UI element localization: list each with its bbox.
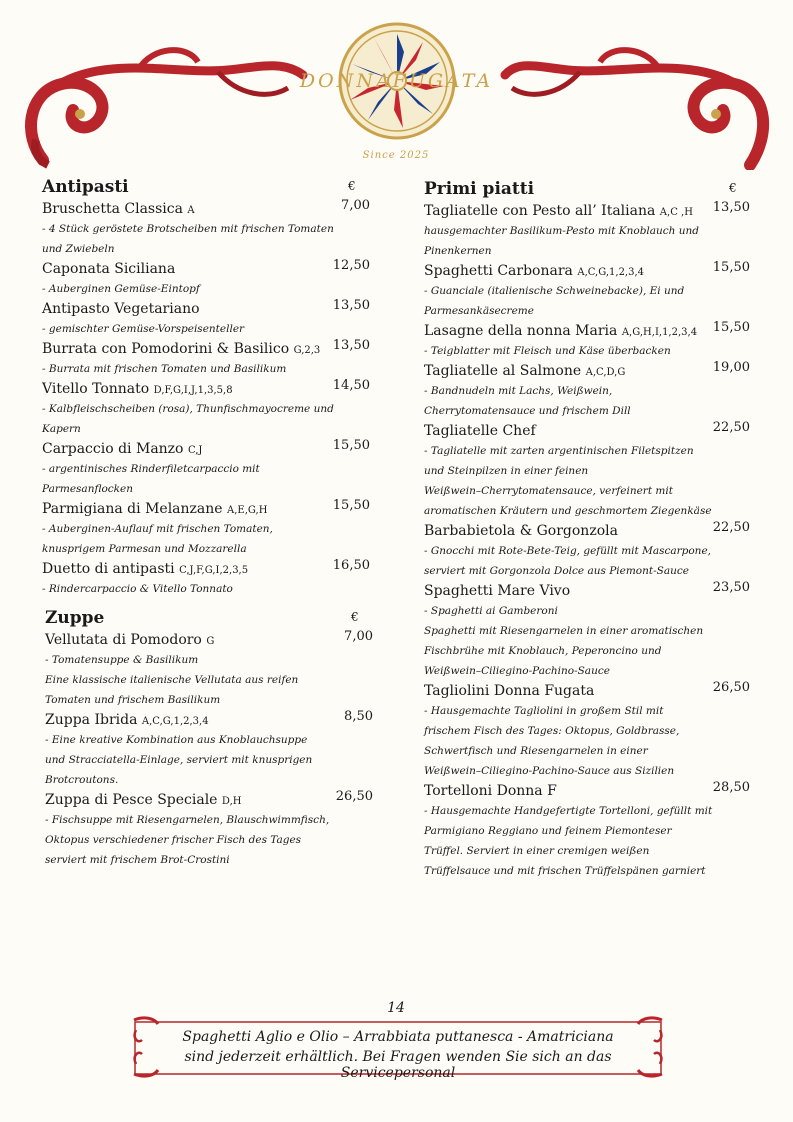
primi-item-description: Spaghetti mit Riesengarnelen in einer aromatischen [424, 625, 704, 637]
zuppe-item-price: 8,50 [344, 709, 373, 724]
primi-item-description: Weißwein–Ciliegino-Pachino-Sauce [424, 665, 610, 677]
dish-name: Vitello Tonnato [42, 381, 150, 397]
allergen-codes: A,C ,H [659, 207, 693, 218]
primi-item-description: - Bandnudeln mit Lachs, Weißwein, [424, 385, 613, 397]
primi-item-description: - Tagliatelle mit zarten argentinischen Filetspitzen [424, 445, 694, 457]
dish-name: Caponata Siciliana [42, 261, 176, 277]
primi-item-name [424, 521, 714, 541]
allergen-codes: C,J,F,G,I,2,3,5 [179, 565, 249, 576]
dish-name: Tagliatelle al Salmone [424, 363, 582, 379]
antipasti-item-description: - Auberginen Gemüse-Eintopf [42, 283, 200, 295]
primi-item-description: serviert mit Gorgonzola Dolce aus Piemont-Sauce [424, 565, 689, 577]
antipasti-item-description: - Burrata mit frischen Tomaten und Basilikum [42, 363, 287, 375]
dish-name: Parmigiana di Melanzane [42, 501, 223, 517]
dish-name: Tagliatelle con Pesto all’ Italiana [424, 203, 656, 219]
allergen-codes: A,G,H,I,1,2,3,4 [621, 327, 698, 338]
antipasti-item-description: - argentinisches Rinderfiletcarpaccio mit [42, 463, 260, 475]
dish-name: Spaghetti Carbonara [424, 263, 573, 279]
primi-item-price: 15,50 [712, 320, 750, 335]
primi-item-price: 19,00 [712, 360, 750, 375]
primi-item-name [424, 681, 714, 701]
antipasti-item-description: Kapern [42, 423, 81, 435]
antipasti-item-price: 13,50 [332, 298, 370, 313]
dish-name: Vellutata di Pomodoro [45, 632, 202, 648]
dish-name: Tortelloni Donna F [424, 783, 557, 799]
antipasti-item-description: - gemischter Gemüse-Vorspeisenteller [42, 323, 245, 335]
antipasti-item-name [42, 499, 342, 521]
page-number: 14 [387, 1000, 405, 1016]
dish-name: Tagliolini Donna Fugata [424, 683, 595, 699]
allergen-codes: A,C,G,1,2,3,4 [141, 716, 209, 727]
antipasti-item-description: - Kalbfleischscheiben (rosa), Thunfischmayocreme und [42, 403, 334, 415]
antipasti-item-description: und Zwiebeln [42, 243, 115, 255]
antipasti-item-price: 7,00 [341, 198, 370, 213]
dish-name: Lasagne della nonna Maria [424, 323, 618, 339]
zuppe-item-name [45, 710, 345, 732]
zuppe-item-description: und Stracciatella-Einlage, serviert mit knusprigen [45, 754, 313, 766]
zuppe-item-description: Brotcroutons. [45, 774, 119, 786]
primi-item-description: hausgemachter Basilikum-Pesto mit Knoblauch und [424, 225, 700, 237]
antipasti-item-name [42, 439, 342, 461]
primi-item-description: - Guanciale (italienische Schweinebacke), Ei und [424, 285, 685, 297]
antipasti-item-price: 12,50 [332, 258, 370, 273]
primi-item-description: aromatischen Kräutern und geschmortem Ziegenkäse [424, 505, 712, 517]
antipasti-item-name [42, 339, 342, 361]
primi-item-price: 28,50 [712, 780, 750, 795]
antipasti-item-name [42, 199, 342, 221]
primi-item-name [424, 201, 714, 223]
dish-name: Bruschetta Classica [42, 201, 183, 217]
zuppe-item-price: 26,50 [335, 789, 373, 804]
allergen-codes: A,C,D,G [585, 367, 626, 378]
antipasti-item-price: 14,50 [332, 378, 370, 393]
antipasti-item-name [42, 559, 342, 581]
primi-item-description: Trüffelsauce und mit frischen Trüffelspänen garniert [424, 865, 706, 877]
primi-item-price: 22,50 [712, 420, 750, 435]
antipasti-item-description: - Rindercarpaccio & Vitello Tonnato [42, 583, 233, 595]
primi-currency: € [729, 181, 737, 195]
zuppe-item-description: Eine klassische italienische Vellutata aus reifen [45, 674, 299, 686]
primi-item-price: 13,50 [712, 200, 750, 215]
primi-item-price: 26,50 [712, 680, 750, 695]
allergen-codes: A,E,G,H [227, 505, 268, 516]
dish-name: Antipasto Vegetariano [42, 301, 200, 317]
zuppe-item-name [45, 790, 345, 812]
primi-item-name [424, 321, 714, 343]
dish-name: Tagliatelle Chef [424, 423, 536, 439]
primi-item-name [424, 421, 714, 441]
dish-name: Spaghetti Mare Vivo [424, 583, 571, 599]
zuppe-item-description: Tomaten und frischem Basilikum [45, 694, 221, 706]
zuppe-item-price: 7,00 [344, 629, 373, 644]
primi-item-description: Parmesankäsecreme [424, 305, 534, 317]
primi-item-description: frischem Fisch des Tages: Oktopus, Goldbrasse, [424, 725, 680, 737]
zuppe-currency: € [351, 610, 359, 624]
allergen-codes: D,F,G,I,J,1,3,5,8 [153, 385, 233, 396]
primi-item-name [424, 261, 714, 283]
primi-item-description: Pinenkernen [424, 245, 492, 257]
primi-item-description: - Teigblatter mit Fleisch und Käse überbacken [424, 345, 671, 357]
dish-name: Barbabietola & Gorgonzola [424, 523, 618, 539]
allergen-codes: G,2,3 [293, 345, 321, 356]
primi-item-description: Cherrytomatensauce und frischem Dill [424, 405, 631, 417]
since-year: Since 2025 [362, 150, 430, 161]
primi-item-description: Fischbrühe mit Knoblauch, Peperoncino und [424, 645, 662, 657]
primi-item-price: 15,50 [712, 260, 750, 275]
antipasti-item-price: 15,50 [332, 438, 370, 453]
brand-name: DONNAFUGATA [299, 70, 494, 92]
primi-item-price: 23,50 [712, 580, 750, 595]
allergen-codes: G [206, 636, 215, 647]
primi-item-description: Schwertfisch und Riesengarnelen in einer [424, 745, 648, 757]
primi-item-description: Weißwein–Ciliegino-Pachino-Sauce aus Sizilien [424, 765, 675, 777]
dish-name: Zuppa Ibrida [45, 712, 138, 728]
left-baroque-ornament [18, 40, 308, 170]
antipasti-item-description: knusprigem Parmesan und Mozzarella [42, 543, 247, 555]
antipasti-title: Antipasti [42, 177, 129, 197]
allergen-codes: C,J [187, 445, 203, 456]
primi-item-description: Weißwein–Cherrytomatensauce, verfeinert mit [424, 485, 673, 497]
allergen-codes: D,H [221, 796, 242, 807]
zuppe-item-description: serviert mit frischem Brot-Crostini [45, 854, 230, 866]
primi-item-description: Trüffel. Serviert in einer cremigen weißen [424, 845, 650, 857]
primi-item-description: - Hausgemachte Handgefertigte Tortelloni, gefüllt mit [424, 805, 713, 817]
allergen-codes: A [187, 205, 195, 216]
footer-note-line-2: sind jederzeit erhältlich. Bei Fragen wenden Sie sich an das Servicepersonal [184, 1049, 612, 1081]
primi-item-description: und Steinpilzen in einer feinen [424, 465, 589, 477]
antipasti-item-name [42, 299, 342, 319]
primi-title: Primi piatti [424, 179, 535, 199]
primi-item-name [424, 781, 714, 801]
antipasti-item-description: Parmesanflocken [42, 483, 133, 495]
dish-name: Burrata con Pomodorini & Basilico [42, 341, 290, 357]
antipasti-currency: € [348, 179, 356, 193]
antipasti-item-name [42, 259, 342, 279]
zuppe-item-description: - Fischsuppe mit Riesengarnelen, Blauschwimmfisch, [45, 814, 330, 826]
antipasti-item-price: 13,50 [332, 338, 370, 353]
primi-item-description: - Spaghetti ai Gamberoni [424, 605, 558, 617]
primi-item-description: - Gnocchi mit Rote-Bete-Teig, gefüllt mit Mascarpone, [424, 545, 711, 557]
primi-item-name [424, 581, 714, 601]
antipasti-item-name [42, 379, 342, 401]
footer-note-line-1: Spaghetti Aglio e Olio – Arrabbiata puttanesca - Amatriciana [182, 1029, 614, 1045]
allergen-codes: A,C,G,1,2,3,4 [577, 267, 645, 278]
dish-name: Duetto di antipasti [42, 561, 175, 577]
zuppe-item-description: - Eine kreative Kombination aus Knoblauchsuppe [45, 734, 308, 746]
antipasti-item-price: 15,50 [332, 498, 370, 513]
zuppe-item-description: - Tomatensuppe & Basilikum [45, 654, 199, 666]
zuppe-title: Zuppe [45, 608, 105, 628]
antipasti-item-price: 16,50 [332, 558, 370, 573]
right-baroque-ornament [500, 40, 775, 170]
primi-item-price: 22,50 [712, 520, 750, 535]
dish-name: Zuppa di Pesce Speciale [45, 792, 218, 808]
primi-item-description: - Hausgemachte Tagliolini in großem Stil mit [424, 705, 664, 717]
dish-name: Carpaccio di Manzo [42, 441, 184, 457]
zuppe-item-name [45, 630, 345, 652]
antipasti-item-description: - 4 Stück geröstete Brotscheiben mit frischen Tomaten [42, 223, 334, 235]
zuppe-item-description: Oktopus verschiedener frischer Fisch des Tages [45, 834, 302, 846]
primi-item-name [424, 361, 714, 383]
antipasti-item-description: - Auberginen-Auflauf mit frischen Tomaten, [42, 523, 273, 535]
primi-item-description: Parmigiano Reggiano und feinem Piemonteser [424, 825, 672, 837]
